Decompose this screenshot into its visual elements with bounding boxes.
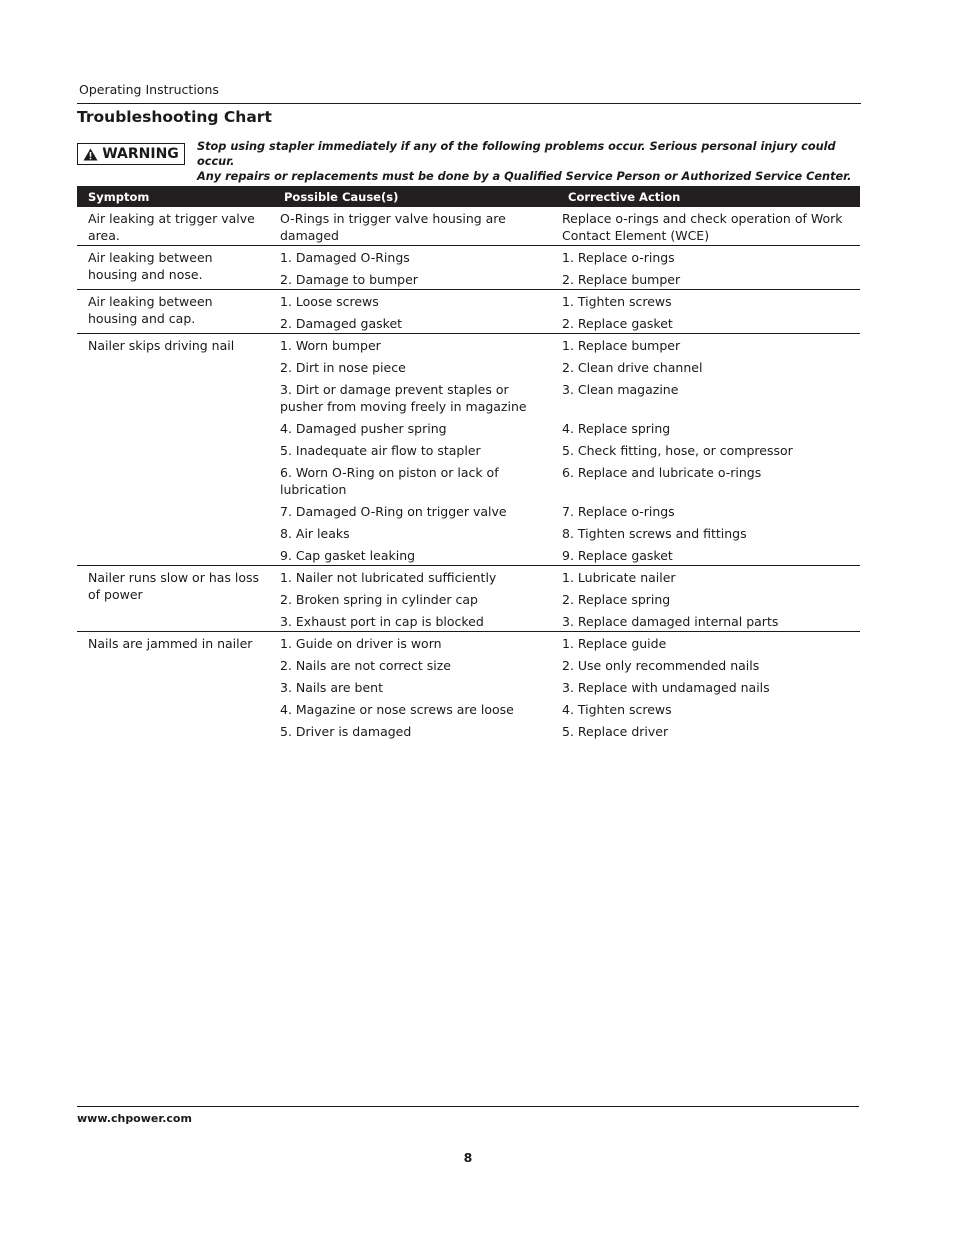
- section-label: Operating Instructions: [79, 82, 219, 97]
- cause-cell: 1. Loose screws: [280, 294, 379, 309]
- cause-action-pair: [273, 337, 860, 354]
- action-cell: 9. Replace gasket: [562, 548, 673, 563]
- cause-cell: 5. Inadequate air flow to stapler: [280, 443, 481, 458]
- cause-action-pair: [273, 503, 860, 520]
- cause-cell: 2. Nails are not correct size: [280, 658, 451, 673]
- cause-action-pair: [273, 635, 860, 652]
- cause-cell: 3. Dirt or damage prevent staples or pusher from moving freely in magazine: [280, 382, 527, 414]
- table-row: [77, 566, 860, 632]
- warning-message: [197, 139, 867, 184]
- cause-action-pair: [273, 569, 860, 586]
- action-cell: 3. Replace damaged internal parts: [562, 614, 779, 629]
- cause-cell: 2. Damage to bumper: [280, 272, 418, 287]
- cause-cell: 1. Worn bumper: [280, 338, 381, 353]
- cause-cell: 1. Damaged O-Rings: [280, 250, 410, 265]
- cause-action-pair: [273, 315, 860, 332]
- cause-action-pair: [273, 701, 860, 718]
- action-cell: Replace o-rings and check operation of Work Contact Element (WCE): [562, 211, 843, 243]
- symptom-cell: Air leaking at trigger valve area.: [88, 211, 255, 243]
- action-cell: 2. Replace gasket: [562, 316, 673, 331]
- symptom-cell: Air leaking between housing and nose.: [88, 250, 213, 282]
- symptom-cell: Air leaking between housing and cap.: [88, 294, 213, 326]
- cause-action-group: [273, 635, 860, 740]
- cause-cell: 4. Damaged pusher spring: [280, 421, 447, 436]
- action-cell: 2. Clean drive channel: [562, 360, 703, 375]
- cause-cell: 5. Driver is damaged: [280, 724, 412, 739]
- header-action: Corrective Action: [568, 189, 681, 204]
- table-body: [77, 207, 860, 741]
- action-cell: 7. Replace o-rings: [562, 504, 675, 519]
- action-cell: 5. Check fitting, hose, or compressor: [562, 443, 793, 458]
- table-row: [77, 246, 860, 290]
- table-header: [77, 186, 860, 207]
- cause-action-group: [273, 569, 860, 630]
- cause-action-pair: [273, 657, 860, 674]
- symptom-cell: Nailer skips driving nail: [88, 338, 235, 353]
- action-cell: 2. Replace spring: [562, 592, 671, 607]
- action-cell: 8. Tighten screws and fittings: [562, 526, 747, 541]
- cause-action-group: [273, 210, 860, 244]
- footer-url: www.chpower.com: [77, 1112, 192, 1125]
- cause-action-pair: [273, 381, 860, 415]
- cause-action-pair: [273, 420, 860, 437]
- header-cause: Possible Cause(s): [284, 189, 399, 204]
- cause-cell: 1. Guide on driver is worn: [280, 636, 442, 651]
- header-symptom: Symptom: [88, 189, 150, 204]
- cause-action-pair: [273, 210, 860, 244]
- action-cell: 2. Replace bumper: [562, 272, 681, 287]
- cause-cell: 3. Exhaust port in cap is blocked: [280, 614, 484, 629]
- cause-cell: 4. Magazine or nose screws are loose: [280, 702, 514, 717]
- cause-cell: 6. Worn O-Ring on piston or lack of lubrication: [280, 465, 499, 497]
- cause-cell: 7. Damaged O-Ring on trigger valve: [280, 504, 507, 519]
- cause-cell: 9. Cap gasket leaking: [280, 548, 416, 563]
- action-cell: 6. Replace and lubricate o-rings: [562, 465, 762, 480]
- header-divider: [77, 103, 861, 104]
- action-cell: 1. Replace o-rings: [562, 250, 675, 265]
- page-number: 8: [463, 1150, 473, 1165]
- cause-action-pair: [273, 271, 860, 288]
- cause-cell: 8. Air leaks: [280, 526, 350, 541]
- cause-cell: 2. Damaged gasket: [280, 316, 403, 331]
- action-cell: 3. Replace with undamaged nails: [562, 680, 770, 695]
- table-row: [77, 334, 860, 566]
- action-cell: 4. Tighten screws: [562, 702, 672, 717]
- cause-action-pair: [273, 464, 860, 498]
- warning-line-2: Any repairs or replacements must be done by a Qualified Service Person or Authorized Service Center.: [197, 170, 852, 183]
- action-cell: 5. Replace driver: [562, 724, 669, 739]
- table-row: [77, 207, 860, 246]
- cause-action-pair: [273, 249, 860, 266]
- warning-label: WARNING: [102, 146, 179, 162]
- cause-action-pair: [273, 613, 860, 630]
- table-row: [77, 632, 860, 741]
- warning-badge: [77, 143, 185, 165]
- action-cell: 3. Clean magazine: [562, 382, 679, 397]
- warning-triangle-icon: [83, 148, 98, 161]
- cause-action-pair: [273, 723, 860, 740]
- cause-action-pair: [273, 525, 860, 542]
- action-cell: 1. Replace bumper: [562, 338, 681, 353]
- symptom-cell: Nails are jammed in nailer: [88, 636, 253, 651]
- cause-action-group: [273, 249, 860, 288]
- cause-cell: 2. Dirt in nose piece: [280, 360, 406, 375]
- cause-action-pair: [273, 679, 860, 696]
- table-row: [77, 290, 860, 334]
- action-cell: 1. Tighten screws: [562, 294, 672, 309]
- cause-action-pair: [273, 359, 860, 376]
- cause-cell: O-Rings in trigger valve housing are damaged: [280, 211, 506, 243]
- cause-action-group: [273, 293, 860, 332]
- cause-action-pair: [273, 591, 860, 608]
- cause-action-group: [273, 337, 860, 564]
- action-cell: 1. Lubricate nailer: [562, 570, 676, 585]
- page-title: Troubleshooting Chart: [77, 108, 272, 126]
- cause-cell: 3. Nails are bent: [280, 680, 383, 695]
- warning-line-1: Stop using stapler immediately if any of the following problems occur. Serious personal injury could occur.: [197, 140, 836, 168]
- action-cell: 1. Replace guide: [562, 636, 667, 651]
- cause-action-pair: [273, 547, 860, 564]
- footer-divider: [77, 1106, 859, 1107]
- cause-cell: 1. Nailer not lubricated sufficiently: [280, 570, 497, 585]
- action-cell: 4. Replace spring: [562, 421, 671, 436]
- cause-action-pair: [273, 442, 860, 459]
- action-cell: 2. Use only recommended nails: [562, 658, 760, 673]
- cause-cell: 2. Broken spring in cylinder cap: [280, 592, 478, 607]
- cause-action-pair: [273, 293, 860, 310]
- troubleshooting-table: [77, 186, 860, 741]
- symptom-cell: Nailer runs slow or has loss of power: [88, 570, 260, 602]
